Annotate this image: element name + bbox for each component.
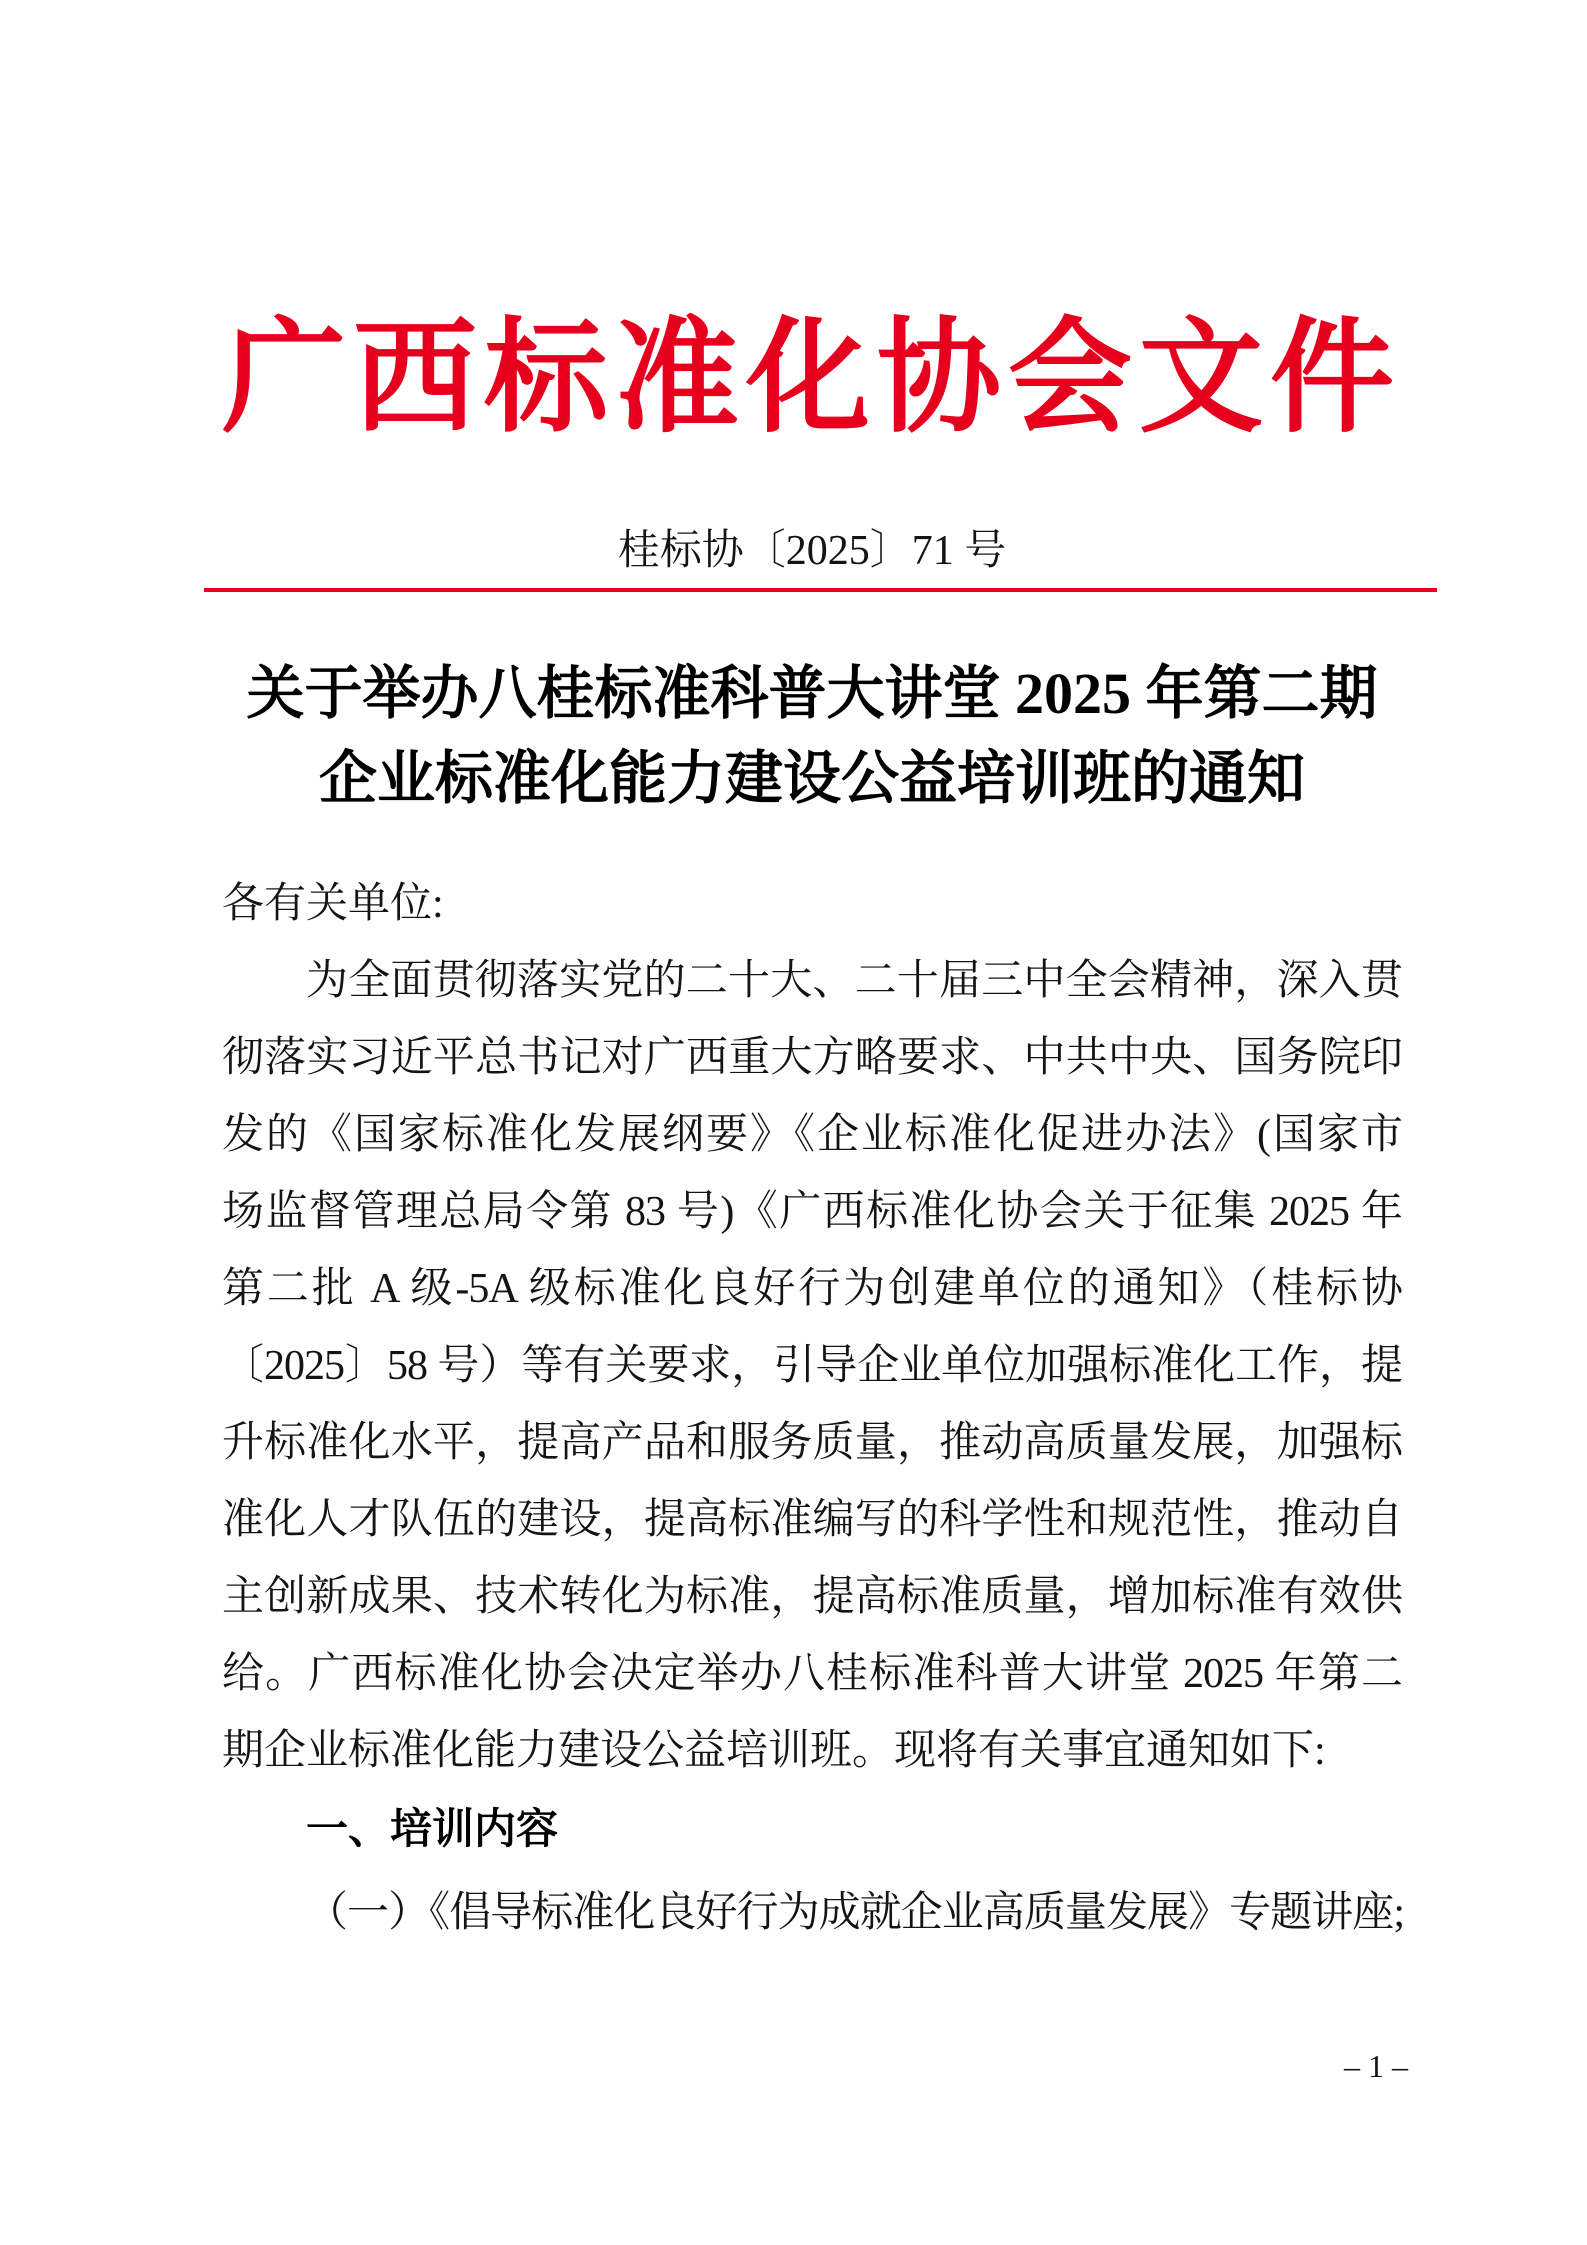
notice-body [222,866,1402,1952]
issuer-masthead-title: 广西标准化协会文件 [222,310,1394,447]
paragraph-line: 彻落实习近平总书记对广西重大方略要求、中共中央、国务院印 [222,1035,1402,1081]
salutation: 各有关单位: [222,881,444,927]
paragraph-line: 主创新成果、技术转化为标准，提高标准质量，增加标准有效供 [222,1574,1402,1620]
intro-paragraph [222,943,1402,1790]
paragraph-line: 为全面贯彻落实党的二十大、二十届三中全会精神，深入贯 [306,958,1402,1004]
notice-title [222,651,1402,821]
paragraph-line: 期企业标准化能力建设公益培训班。现将有关事宜通知如下: [222,1728,1326,1774]
paragraph-line: 第二批 A 级-5A 级标准化良好行为创建单位的通知》（桂标协 [222,1266,1402,1312]
notice-title-line-1: 关于举办八桂标准科普大讲堂 2025 年第二期 [246,661,1378,726]
notice-title-line-2: 企业标准化能力建设公益培训班的通知 [318,746,1305,811]
paragraph-line: 〔2025〕58 号）等有关要求，引导企业单位加强标准化工作，提 [222,1343,1402,1389]
page-number: – 1 – [1344,2048,1408,2084]
paragraph-line: 升标准化水平，提高产品和服务质量，推动高质量发展，加强标 [222,1420,1402,1466]
paragraph-line: 给。广西标准化协会决定举办八桂标准科普大讲堂 2025 年第二 [222,1651,1402,1697]
paragraph-line: 准化人才队伍的建设，提高标准编写的科学性和规范性，推动自 [222,1497,1402,1543]
paragraph-line: 发的《国家标准化发展纲要》《企业标准化促进办法》(国家市 [222,1112,1402,1158]
paragraph-line: 场监督管理总局令第 83 号)《广西标准化协会关于征集 2025 年 [222,1189,1402,1235]
document-number: 桂标协〔2025〕71 号 [617,528,1007,574]
section-item: （一）《倡导标准化良好行为成就企业高质量发展》专题讲座; [306,1890,1402,1936]
section-heading: 一、培训内容 [306,1805,559,1852]
masthead-red-divider [204,588,1437,592]
